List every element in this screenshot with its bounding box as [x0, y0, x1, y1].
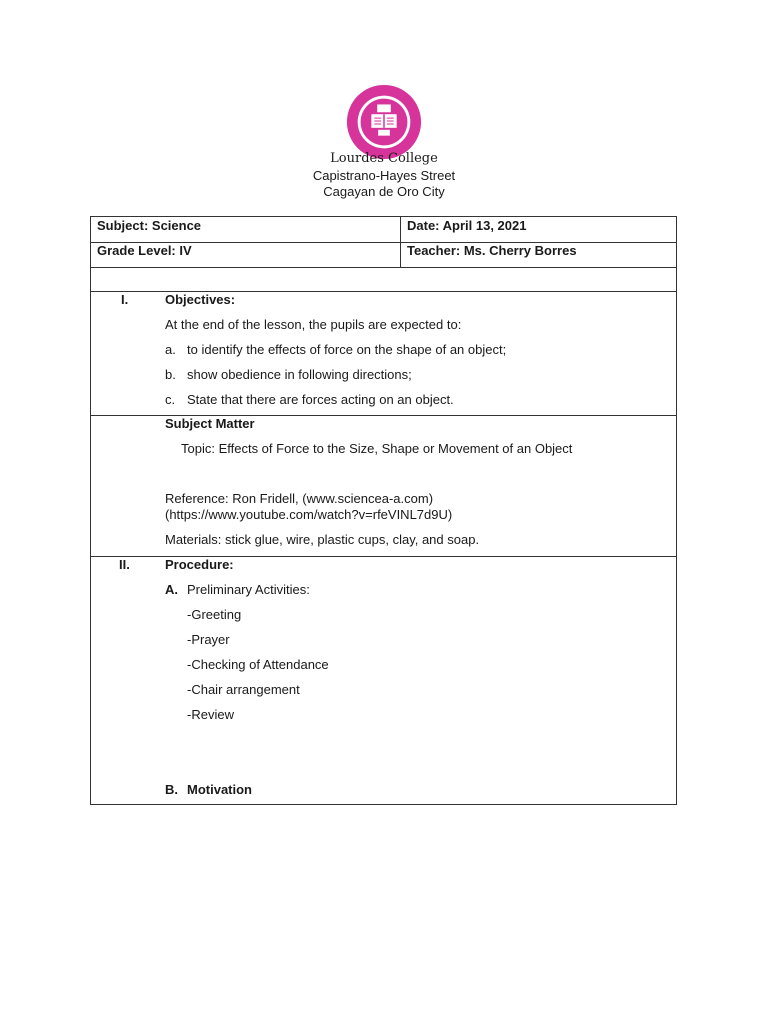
column-divider — [400, 217, 401, 267]
grade-level-cell: Grade Level: IV — [97, 243, 192, 258]
procedure-numeral: II. — [119, 557, 130, 572]
reference-line-1: Reference: Ron Fridell, (www.sciencea-a.com) — [165, 491, 434, 506]
address-line-2: Cagayan de Oro City — [323, 184, 445, 199]
objective-item: to identify the effects of force on the shape of an object; — [187, 342, 507, 357]
materials-line: Materials: stick glue, wire, plastic cups, clay, and soap. — [165, 532, 480, 547]
section-b-letter: B. — [165, 782, 178, 797]
reference-line-2: (https://www.youtube.com/watch?v=rfeVINL7d9U) — [165, 507, 453, 522]
activity-item: -Chair arrangement — [187, 682, 300, 697]
address-line-1: Capistrano-Hayes Street — [312, 168, 456, 183]
school-name: Lourdes College — [330, 151, 438, 166]
section-b-title: Motivation — [187, 782, 252, 797]
objectives-title: Objectives: — [165, 292, 236, 307]
objective-item: show obedience in following directions; — [187, 367, 412, 382]
lourdes-college-seal-icon — [345, 83, 423, 161]
subject-matter-topic: Topic: Effects of Force to the Size, Shape or Movement of an Object — [181, 441, 573, 456]
teacher-cell: Teacher: Ms. Cherry Borres — [407, 243, 577, 258]
section-a-title: Preliminary Activities: — [187, 582, 310, 597]
subject-cell: Subject: Science — [97, 218, 202, 233]
procedure-title: Procedure: — [165, 557, 234, 572]
activity-item: -Review — [187, 707, 234, 722]
objectives-numeral: I. — [121, 292, 129, 307]
objective-item: State that there are forces acting on an object. — [187, 392, 454, 407]
row-divider — [91, 267, 676, 268]
activity-item: -Greeting — [187, 607, 242, 622]
activity-item: -Checking of Attendance — [187, 657, 329, 672]
objectives-intro: At the end of the lesson, the pupils are expected to: — [165, 317, 462, 332]
activity-item: -Prayer — [187, 632, 230, 647]
objective-letter: b. — [165, 367, 176, 382]
lesson-plan-table — [90, 216, 677, 805]
section-a-letter: A. — [165, 582, 178, 597]
objective-letter: a. — [165, 342, 176, 357]
date-cell: Date: April 13, 2021 — [407, 218, 527, 233]
subject-matter-title: Subject Matter — [165, 416, 255, 431]
objective-letter: c. — [165, 392, 176, 407]
